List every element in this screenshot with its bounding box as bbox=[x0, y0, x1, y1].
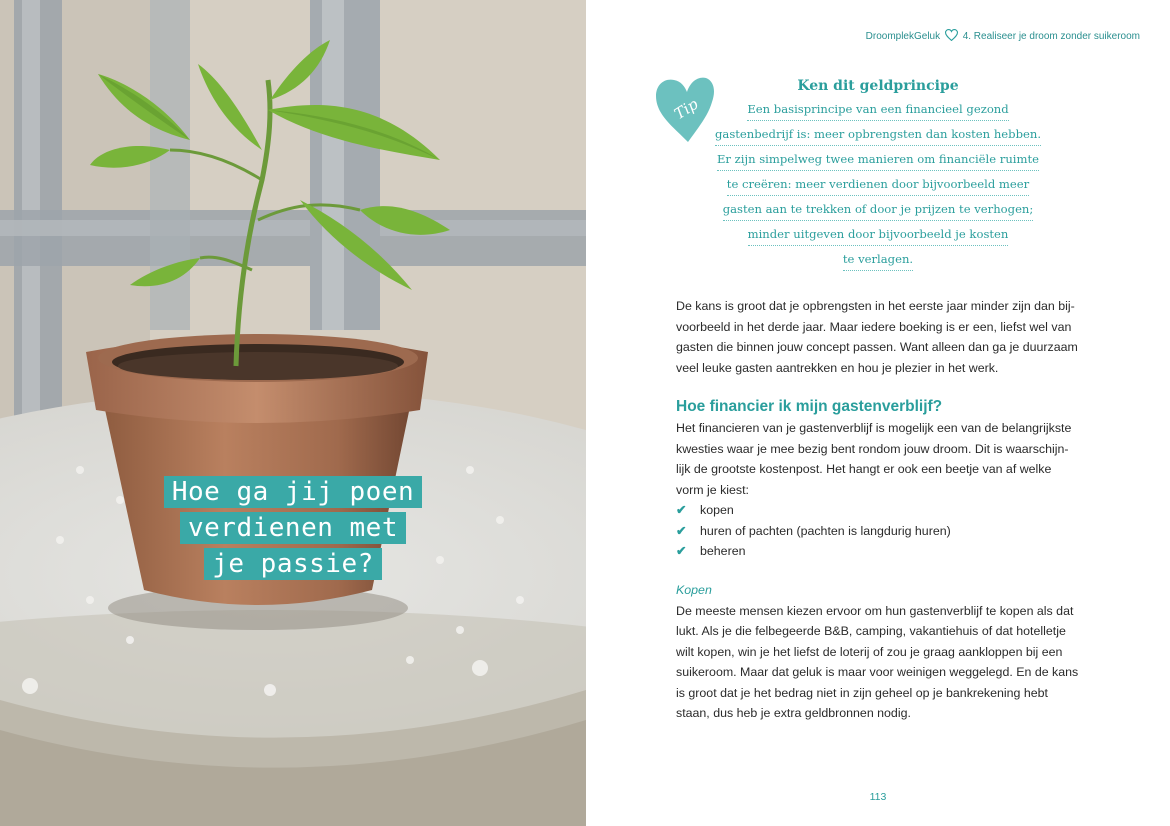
text-line: voorbeeld in het derde jaar. Maar iedere boeking is er een, liefst wel van bbox=[676, 319, 1072, 334]
tip-label: Tip bbox=[671, 94, 702, 124]
list-item bbox=[676, 500, 1106, 521]
section-heading: Hoe financier ik mijn gastenverblijf? bbox=[676, 398, 943, 415]
text-page bbox=[586, 0, 1170, 826]
tip-line: gasten aan te trekken of door je prijzen te verhogen; bbox=[723, 201, 1034, 221]
headline-line: Hoe ga jij poen bbox=[164, 476, 422, 508]
headline-line: je passie? bbox=[204, 548, 382, 580]
paragraph-financing bbox=[676, 418, 1106, 562]
tip-line: te verlagen. bbox=[843, 251, 913, 271]
text-line: De meeste mensen kiezen ervoor om hun gastenverblijf te kopen als dat bbox=[676, 603, 1074, 618]
photo-headline bbox=[0, 476, 586, 584]
tip-title: Ken dit geldprincipe bbox=[797, 78, 959, 94]
text-line: Het financieren van je gastenverblijf is mogelijk een van de belangrijkste bbox=[676, 421, 1072, 435]
list-item-label: huren of pachten (pachten is langdurig huren) bbox=[700, 523, 951, 538]
paragraph-kopen bbox=[676, 580, 1106, 724]
text-line: wilt kopen, win je het liefst de loterij of zou je graag aankloppen bij een bbox=[676, 644, 1063, 659]
check-icon: ✔ bbox=[676, 503, 687, 517]
text-line: lijk de grootste kostenpost. Het hangt er ook een beetje van af welke bbox=[676, 462, 1052, 476]
tip-line: Er zijn simpelweg twee manieren om financiële ruimte bbox=[717, 151, 1039, 171]
text-line: lukt. Als je die felbegeerde B&B, camping, vakantiehuis of dat hotelletje bbox=[676, 624, 1066, 638]
page-number: 113 bbox=[869, 791, 887, 803]
text-line: staan, dus heb je extra geldbronnen nodig. bbox=[676, 706, 911, 720]
chapter-title: 4. Realiseer je droom zonder suikeroom bbox=[962, 31, 1140, 42]
tip-line: minder uitgeven door bijvoorbeeld je kosten bbox=[748, 226, 1009, 246]
subheading: Kopen bbox=[676, 583, 712, 597]
list-item bbox=[676, 541, 1106, 562]
tip-line: gastenbedrijf is: meer opbrengsten dan kosten hebben. bbox=[715, 126, 1041, 146]
tip-line: te creëren: meer verdienen door bijvoorbeeld meer bbox=[727, 176, 1029, 196]
book-title: DroomplekGeluk bbox=[865, 31, 941, 42]
headline-line: verdienen met bbox=[180, 512, 406, 544]
tip-box bbox=[710, 78, 1046, 273]
text-line: De kans is groot dat je opbrengsten in het eerste jaar minder zijn dan bij- bbox=[676, 299, 1075, 313]
heart-icon bbox=[945, 29, 958, 41]
check-list bbox=[676, 500, 1106, 562]
list-item-label: beheren bbox=[700, 544, 746, 558]
text-line: suikeroom. Maar dat geluk is maar voor weinigen weggelegd. En de kans bbox=[676, 665, 1079, 679]
tip-line: Een basisprincipe van een financieel gezond bbox=[747, 101, 1008, 121]
paragraph-intro bbox=[676, 296, 1106, 378]
text-line: veel leuke gasten aantrekken en hou je plezier in het werk. bbox=[676, 360, 999, 375]
text-line: is groot dat je het bedrag niet in zijn geheel op je bankrekening hebt bbox=[676, 685, 1048, 700]
running-head bbox=[866, 29, 1140, 42]
tip-heart-icon bbox=[654, 74, 716, 144]
text-line: vorm je kiest: bbox=[676, 482, 749, 497]
check-icon: ✔ bbox=[676, 544, 687, 558]
list-item bbox=[676, 521, 1106, 542]
list-item-label: kopen bbox=[700, 503, 734, 517]
text-line: gasten die binnen jouw concept passen. Want alleen dan ga je duurzaam bbox=[676, 340, 1078, 354]
text-line: kwesties waar je mee bezig bent rondom jouw droom. Dit is waarschijn- bbox=[676, 441, 1069, 456]
check-icon: ✔ bbox=[676, 523, 687, 538]
